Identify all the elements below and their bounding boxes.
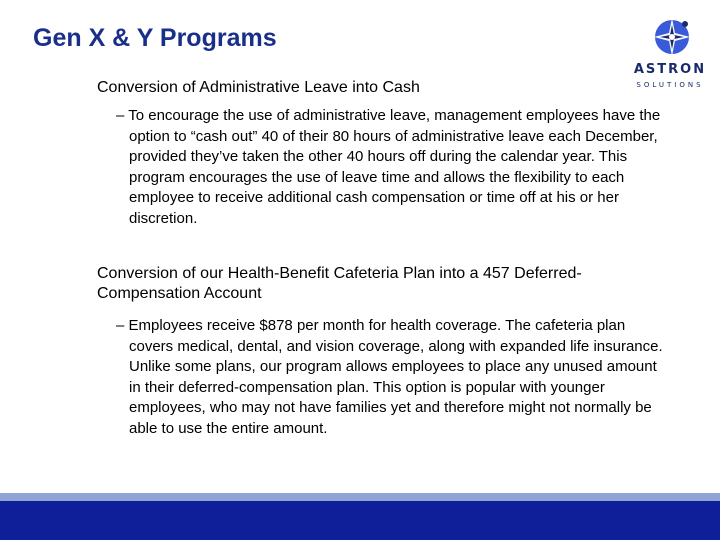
- slide-title: Gen X & Y Programs: [33, 24, 277, 52]
- bullet-leave: – To encourage the use of administrative leave, management employees have the option to “cash out” 40 of their 80 hours of administrative leave each December, provided they’ve taken the other 40 hours off during the calendar year. This program encourages the use of leave time and allows the flexibility to each employee to receive additional cash compensation or time off at his or her discretion.: [116, 107, 661, 227]
- bullet-cafeteria: – Employees receive $878 per month for health coverage. The cafeteria plan covers medical, dental, and vision coverage, along with expanded life insurance. Unlike some plans, our program allows employees to place any unused amount in their deferred-compensation plan. This option is popular with younger employees, who may not have families yet and therefore might not normally be able to use the entire amount.: [116, 317, 663, 437]
- section-heading-leave: Conversion of Administrative Leave into Cash: [97, 79, 420, 96]
- logo-tagline: SOLUTIONS: [636, 81, 704, 89]
- footer-band: [0, 501, 720, 540]
- astron-star-icon: [652, 16, 692, 58]
- section-heading-cafeteria: Conversion of our Health-Benefit Cafeteria Plan into a 457 Deferred-Compensation Account: [97, 265, 582, 302]
- logo-wordmark: ASTRON: [633, 62, 707, 77]
- footer-band-light: [0, 493, 720, 501]
